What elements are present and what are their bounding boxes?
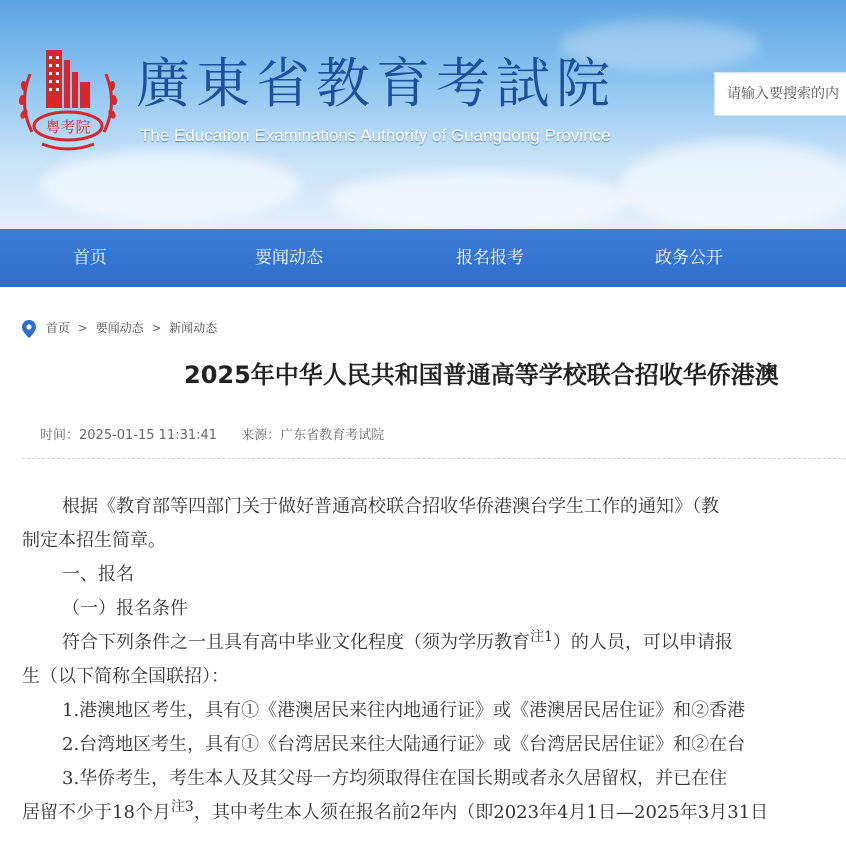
list-item: 3.华侨考生，考生本人及其父母一方均须取得住在国长期或者永久居留权，并已在住 xyxy=(62,768,728,789)
article-title: 2025年中华人民共和国普通高等学校联合招收华侨港澳 xyxy=(184,361,779,389)
paragraph: 制定本招生简章。 xyxy=(22,530,166,551)
nav-item-home[interactable]: 首页 xyxy=(73,248,107,268)
list-item: 1.港澳地区考生，具有①《港澳居民来往内地通行证》或《港澳居民居住证》和②香港 xyxy=(62,700,746,721)
breadcrumb-item-home[interactable]: 首页 xyxy=(45,321,70,335)
search-input[interactable] xyxy=(714,72,846,116)
cloud-decoration xyxy=(620,140,846,229)
main-nav xyxy=(0,229,846,287)
nav-item-government-affairs[interactable]: 政务公开 xyxy=(655,248,723,268)
subsection-heading: （一）报名条件 xyxy=(62,598,188,619)
article-meta xyxy=(40,424,384,443)
divider xyxy=(22,458,846,459)
site-title-en: The Education Examinations Authority of Guangdong Province xyxy=(140,126,611,145)
breadcrumb-item-current[interactable]: 新闻动态 xyxy=(169,321,218,335)
footnote-link[interactable]: 注3 xyxy=(170,799,194,815)
breadcrumb-item-news[interactable]: 要闻动态 xyxy=(95,321,144,335)
paragraph-text: ，其中考生本人须在报名前2年内（即2023年4月1日—2025年3月31日 xyxy=(193,802,769,823)
paragraph-text: 符合下列条件之一且具有高中毕业文化程度（须为学历教育 xyxy=(62,632,530,653)
paragraph-text: 居留不少于18个月 xyxy=(22,802,171,823)
logo-text: 粤考院 xyxy=(45,118,91,136)
cloud-decoration xyxy=(40,150,300,220)
breadcrumb xyxy=(22,318,217,338)
site-title-cn: 廣東省教育考試院 xyxy=(136,52,616,115)
site-logo-icon xyxy=(12,44,124,156)
main-content xyxy=(0,287,846,847)
paragraph: 生（以下简称全国联招）： xyxy=(22,666,229,687)
location-pin-icon xyxy=(22,320,36,338)
site-header xyxy=(0,0,846,229)
list-item: 2.台湾地区考生，具有①《台湾居民来往大陆通行证》或《台湾居民居住证》和②在台 xyxy=(62,734,746,755)
nav-item-news[interactable]: 要闻动态 xyxy=(255,248,323,268)
breadcrumb-separator: > xyxy=(77,321,88,335)
section-heading: 一、报名 xyxy=(62,564,134,585)
paragraph: 根据《教育部等四部门关于做好普通高校联合招收华侨港澳台学生工作的通知》（教 xyxy=(62,496,719,517)
article-body xyxy=(22,490,846,830)
breadcrumb-separator: > xyxy=(151,321,162,335)
paragraph xyxy=(22,626,846,660)
article-source: 来源：广东省教育考试院 xyxy=(241,428,385,443)
cloud-decoration xyxy=(330,170,630,229)
paragraph xyxy=(22,796,846,830)
publish-time: 时间：2025-01-15 11:31:41 xyxy=(40,428,218,443)
nav-item-registration[interactable]: 报名报考 xyxy=(456,248,524,268)
footnote-link[interactable]: 注1 xyxy=(530,629,553,645)
paragraph-text: ）的人员，可以申请报 xyxy=(552,632,733,653)
